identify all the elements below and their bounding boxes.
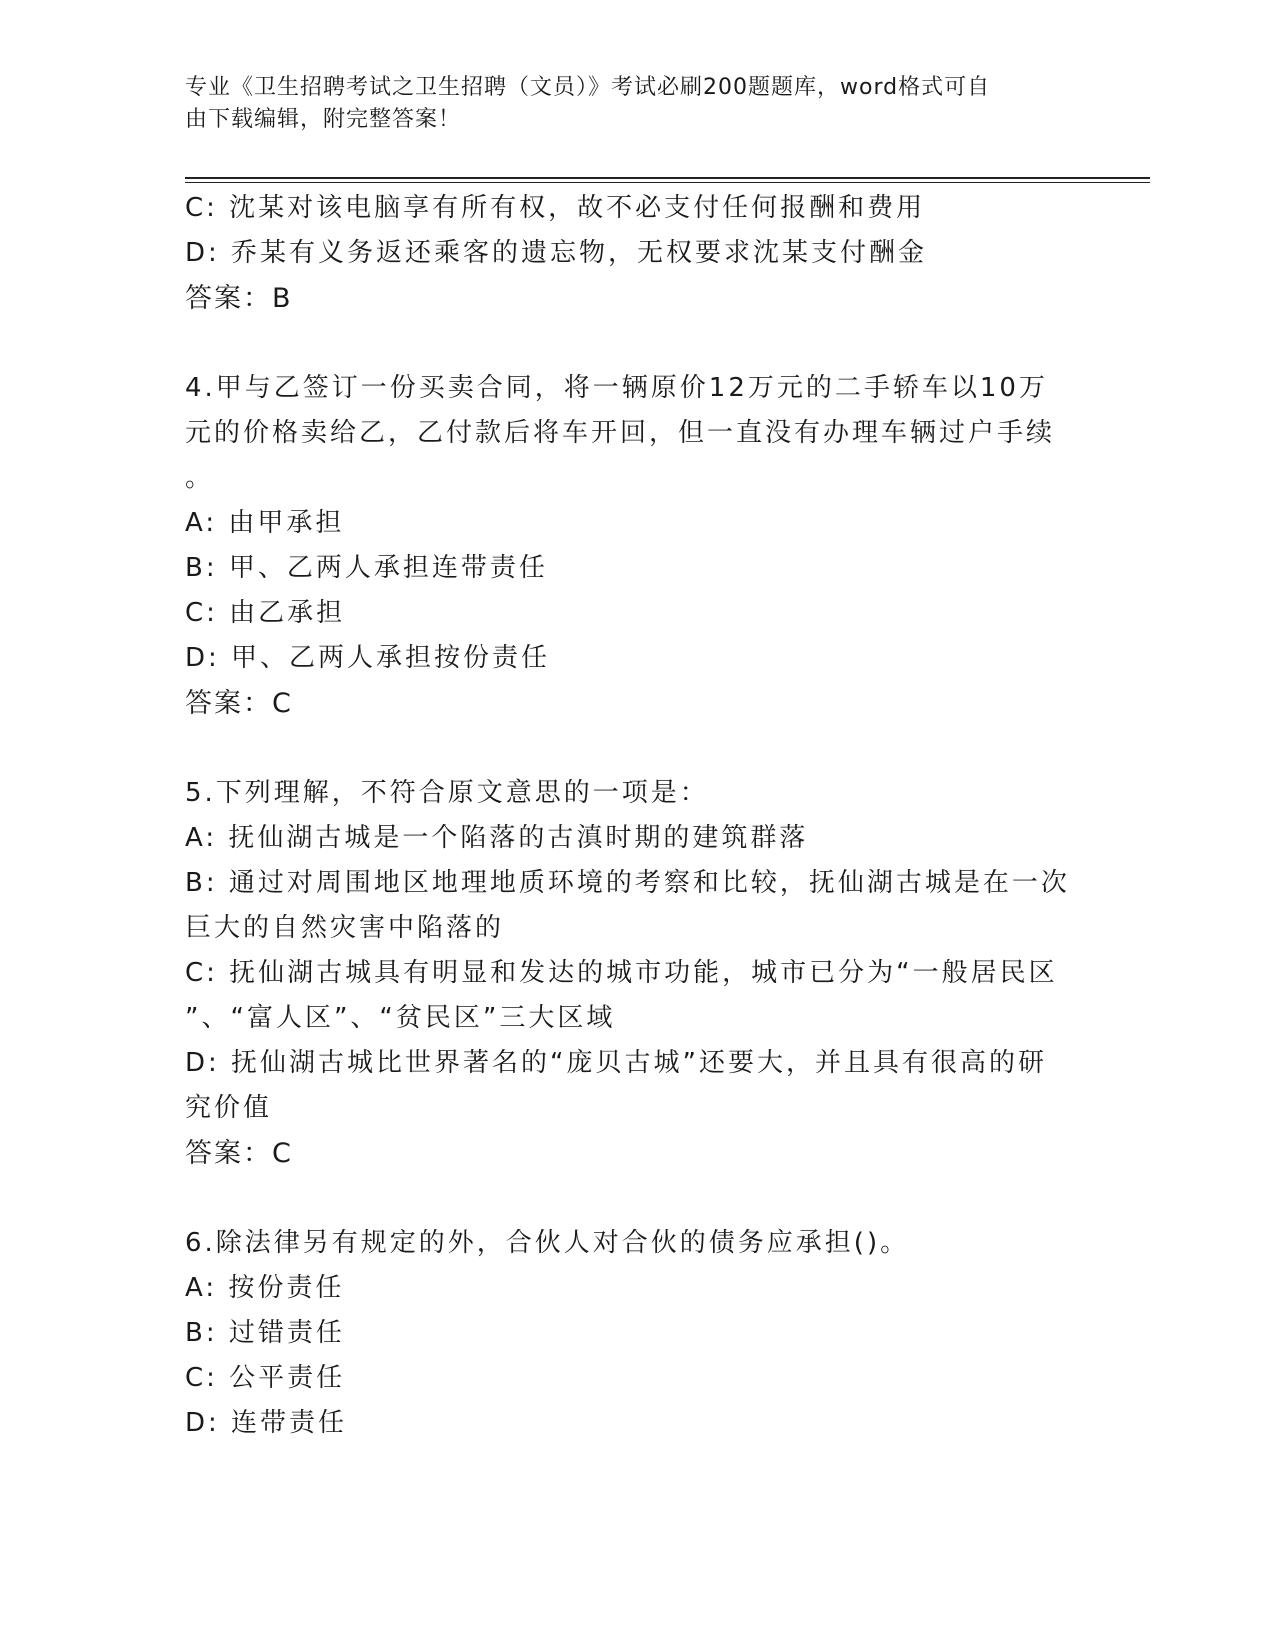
option-c-continued: ”、“富人区”、“贫民区”三大区域 — [185, 1003, 616, 1033]
option-d: D: 抚仙湖古城比世界著名的“庞贝古城”还要大，并且具有很高的研 — [185, 1048, 1047, 1078]
question-stem: 元的价格卖给乙，乙付款后将车开回，但一直没有办理车辆过户手续 — [185, 418, 1056, 448]
option-a: A: 由甲承担 — [185, 508, 345, 538]
option-d: D: 连带责任 — [185, 1408, 348, 1438]
option-c: C: 由乙承担 — [185, 598, 346, 628]
option-a: A: 按份责任 — [185, 1273, 345, 1303]
question-6 — [185, 1221, 1065, 1446]
answer: 答案：C — [185, 688, 293, 719]
question-4 — [185, 366, 1065, 726]
option-a: A: 抚仙湖古城是一个陷落的古滇时期的建筑群落 — [185, 823, 809, 853]
question-5 — [185, 771, 1070, 1176]
header-rule-thin — [185, 182, 1150, 183]
header-line-2: 由下载编辑，附完整答案！ — [185, 107, 462, 132]
question-stem: 5.下列理解，不符合原文意思的一项是： — [185, 778, 709, 808]
option-c: C: 沈某对该电脑享有所有权，故不必支付任何报酬和费用 — [185, 193, 926, 223]
spacer — [185, 321, 1065, 366]
question-stem: 。 — [185, 463, 215, 493]
option-b: B: 过错责任 — [185, 1318, 345, 1348]
option-d: D: 乔某有义务返还乘客的遗忘物，无权要求沈某支付酬金 — [185, 238, 928, 268]
answer: 答案：C — [185, 1138, 293, 1169]
spacer — [185, 726, 1065, 771]
option-b-continued: 巨大的自然灾害中陷落的 — [185, 913, 505, 943]
header-line-1: 专业《卫生招聘考试之卫生招聘（文员）》考试必刷200题题库，word格式可自 — [185, 75, 991, 100]
question-stem: 4.甲与乙签订一份买卖合同，将一辆原价12万元的二手轿车以10万 — [185, 373, 1048, 403]
option-b: B: 通过对周围地区地理地质环境的考察和比较，抚仙湖古城是在一次 — [185, 868, 1070, 898]
question-3-continuation — [185, 186, 1065, 321]
spacer — [185, 1176, 1065, 1221]
option-c: C: 抚仙湖古城具有明显和发达的城市功能，城市已分为“一般居民区 — [185, 958, 1058, 988]
answer: 答案：B — [185, 283, 293, 314]
question-content — [185, 186, 1070, 1446]
header-rule-thick — [185, 177, 1150, 179]
document-header — [185, 72, 1065, 136]
option-d-continued: 究价值 — [185, 1093, 273, 1123]
option-b: B: 甲、乙两人承担连带责任 — [185, 553, 548, 583]
question-stem: 6.除法律另有规定的外，合伙人对合伙的债务应承担()。 — [185, 1228, 910, 1258]
option-c: C: 公平责任 — [185, 1363, 346, 1393]
option-d: D: 甲、乙两人承担按份责任 — [185, 643, 551, 673]
